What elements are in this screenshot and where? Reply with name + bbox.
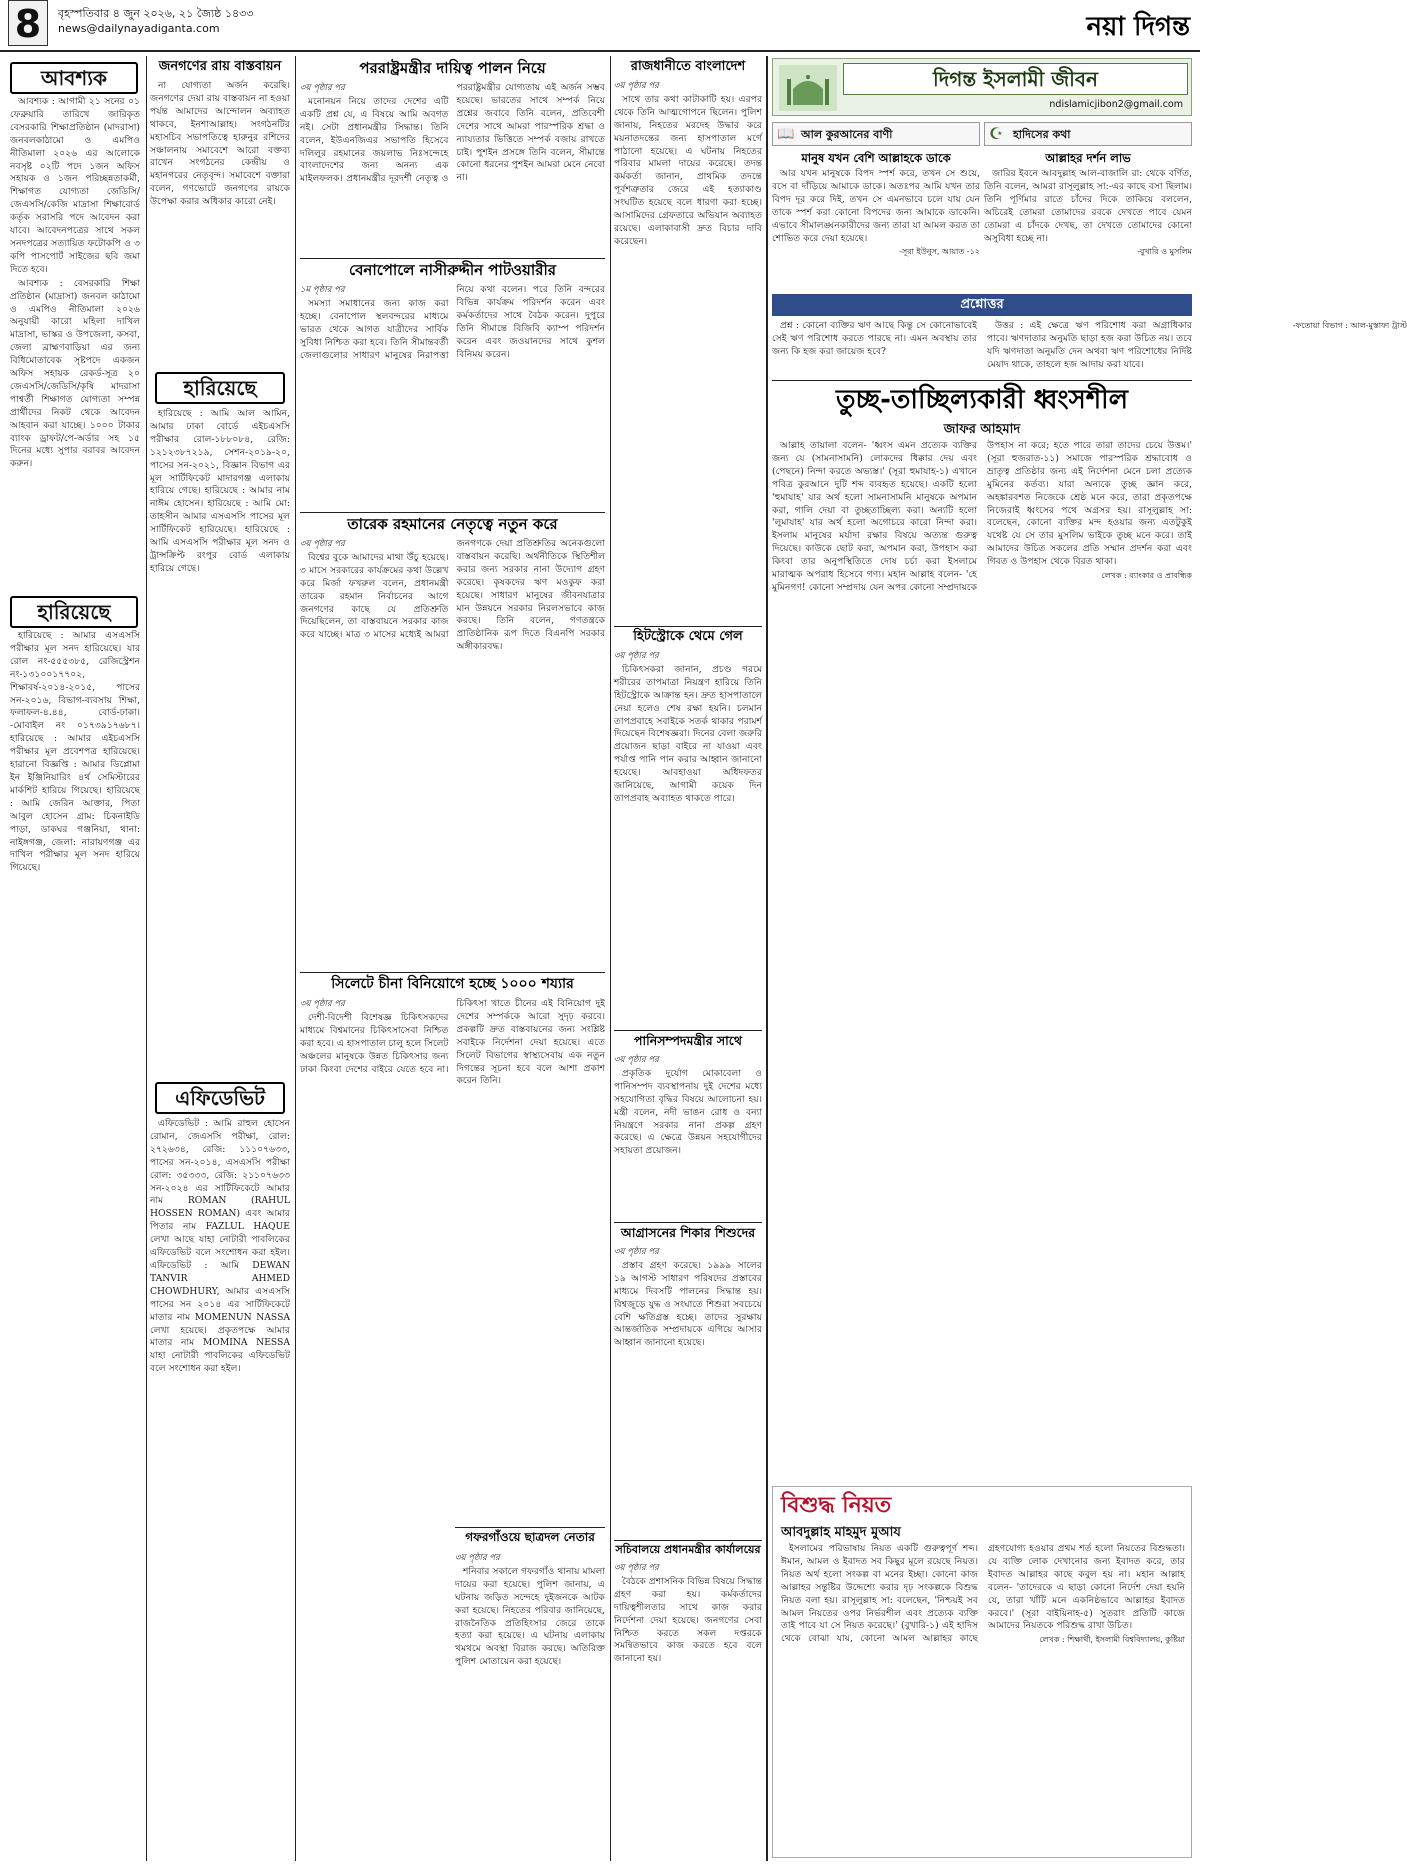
section-divider	[614, 1222, 762, 1223]
sylhet-text: ৩য় পৃষ্ঠার পর দেশী-বিদেশী বিশেষজ্ঞ চিকিৎসকদের মাধ্যমে বিশ্বমানের চিকিৎসাসেবা নিশ্চিত করা হবে। এ হাসপাতাল চালু হলে সিলেট অঞ্চলের মানুষকে উন্নত চিকিৎসার জন্য ঢাকা কিংবা দেশের বাইরে যেতে হবে না। চিকিৎসা খাতে চীনের এই বিনিয়োগ দুই দেশের সম্পর্ককে আরো সুদৃঢ় করবে। প্রকল্পটি দ্রুত বাস্তবায়নের জন্য সংশ্লিষ্ট সবাইকে নির্দেশনা দেয়া হয়েছে। এতে সিলেট বিভাগের স্বাস্থ্যসেবায় এক নতুন দিগন্তের সূচনা হবে বলে আশা প্রকাশ করেন তিনি।	[300, 998, 605, 1087]
pororashtro-headline: পররাষ্ট্রমন্ত্রীর দায়িত্ব পালন নিয়ে	[359, 59, 546, 77]
haryeche2-header: হারিয়েছে	[155, 372, 285, 404]
rajdhani-headline: রাজধানীতে বাংলাদেশ	[630, 59, 746, 74]
hadith-headline: আল্লাহর দর্শন লাভ	[1045, 151, 1131, 165]
rajdhani-text: ৩য় পৃষ্ঠার পর সাথে তার কথা কাটাকাটি হয়। এরপর থেকে তিনি আত্মগোপনে ছিলেন। পুলিশ জানায়, নিহতের মরদেহ উদ্ধার করে ময়নাতদন্তের জন্য হাসপাতাল মর্গে পাঠানো হয়েছে। এ ঘটনায় নিহতের পরিবার মামলা দায়ের করেছে। তদন্ত কর্মকর্তা জানান, প্রাথমিক তদন্তে পূর্বশত্রুতার জেরে এই হত্যাকাণ্ড সংঘটিত হয়েছে বলে ধারণা করা হচ্ছে। আসামিদের গ্রেফতারে অভিযান অব্যাহত রয়েছে। এলাকাবাসী দ্রুত বিচার দাবি করেছেন।	[614, 81, 762, 247]
page-header	[0, 0, 1200, 50]
haryeche2-text: হারিয়েছে : আমি আল আমিন, আমার ঢাকা বোর্ডে এইচএসসি পরীক্ষার রোল-১৮৮০৮৪, রেজি: ১২১২৩৮৭২১৯, সেশন-২০১৯-২০, পাসের সন-২০২১, বিজ্ঞান বিভাগ এর মূল সার্টিফিকেট মাদারগঞ্জ এলাকায় হারিয়ে গেছে। হারিয়েছে : আমার নাম নাঈম হোসেন। হারিয়েছে : আমি মো: তাহসীন আমার এসএসসি পাসের মূল সার্টিফিকেট হারিয়েছে। হারিয়েছে : আমি এসএসসি পরীক্ষার মূল সনদ ও ট্রান্সক্রিপ্ট রংপুর বোর্ড এলাকায় হারিয়ে গেছে।	[150, 408, 290, 574]
section-divider	[772, 380, 1192, 381]
affidavit-header: এফিডেভিট	[155, 1082, 285, 1114]
proshnottor-text: প্রশ্ন : কোনো ব্যক্তির ঋণ আছে কিন্তু সে কোনোভাবেই সেই ঋণ পরিশোধ করতে পারছে না। এমন অবস্থায় তার জন্য কি হজ করা জায়েজ হবে? উত্তর : এই ক্ষেত্রে ঋণ পরিশোধ করা অগ্রাধিকার পাবে। ঋণদাতার অনুমতি ছাড়া হজ করা উচিত নয়। তবে যদি ঋণদাতা অনুমতি দেন অথবা ঋণ পরিশোধের নির্দিষ্ট মেয়াদ থাকে, তাহলে হজ আদায় করা যাবে। -ফতোয়া বিভাগ : আল-মুস্তাফা ট্রাস্ট	[772, 320, 1407, 370]
tuchho-text: আল্লাহ তায়ালা বলেন- 'ধ্বংস এমন প্রত্যেক ব্যক্তির জন্য যে (সামনাসামনি) লোকদের ধিক্কার দেয় এবং (পেছনে) নিন্দা করতে অভ্যস্ত।' (সূরা হুমাযাহ-১) এখানে পবিত্র কুরআনে দুটি শব্দ ব্যবহৃত হয়েছে। একটি হলো 'হুমাযাহ' যার অর্থ হলো সামনাসামনি মানুষকে অপমান করা, গালি দেয়া বা তুচ্ছতাচ্ছিল্য করা। অন্যটি হলো 'লুমাযাহ' যার অর্থ হলো অগোচরে কারো নিন্দা করা। ইসলাম মানুষের মর্যাদা রক্ষার বিষয়ে অত্যন্ত গুরুত্ব দিয়েছে। কাউকে ছোট করা, অপমান করা, উপহাস করা কিংবা তার অনুপস্থিতিতে দোষ চর্চা করা ইসলামে মারাত্মক অপরাধ হিসেবে গণ্য। মহান আল্লাহ বলেন- 'হে মুমিনগণ! কোনো সম্প্রদায় যেন অপর কোনো সম্প্রদায়কে উপহাস না করে; হতে পারে তারা তাদের চেয়ে উত্তম।' (সূরা হুজরাত-১১) সমাজে পারস্পরিক শ্রদ্ধাবোধ ও ভ্রাতৃত্ব প্রতিষ্ঠার জন্য এই নির্দেশনা মেনে চলা প্রত্যেক মুমিনের কর্তব্য। যারা অন্যকে তুচ্ছ জ্ঞান করে, অহঙ্কারবশত নিজেকে শ্রেষ্ঠ মনে করে, তারা প্রকৃতপক্ষে নিজেরাই ধ্বংসের পথে অগ্রসর হয়। রাসূলুল্লাহ সা: বলেছেন, কোনো ব্যক্তির মন্দ হওয়ার জন্য এতটুকুই যথেষ্ট যে সে তার মুসলিম ভাইকে তুচ্ছ মনে করে। তাই আমাদের উচিত সকলের প্রতি সম্মান প্রদর্শন করা এবং গিবত ও উপহাস থেকে বিরত থাকা। লেখক : ব্যাংকার ও প্রাবন্ধিক	[772, 440, 1192, 593]
sylhet-headline: সিলেটে চীনা বিনিয়োগে হচ্ছে ১০০০ শয্যার	[331, 976, 574, 992]
hadith-text: জারির ইবনে আবদুল্লাহ আল-বাজালি রা: থেকে বর্ণিত, তিনি বলেন, আমরা রাসূলুল্লাহ সা:-এর কাছে বসা ছিলাম। তিনি পূর্ণিমার রাতে চাঁদের দিকে তাকিয়ে বললেন, অচিরেই তোমরা তোমাদের রবকে দেখতে পাবে যেমন তোমরা এ চাঁদকে দেখছ, তা দেখতে তোমাদের কোনো অসুবিধা হচ্ছে না। -বুখারি ও মুসলিম	[984, 168, 1192, 257]
quran-label: 📖 আল কুরআনের বাণী	[772, 122, 980, 146]
section-divider	[300, 258, 605, 259]
heatstroke-headline: হিটস্ট্রোকে থেমে গেল	[633, 629, 743, 644]
bishuddho-text: ইসলামের পরিভাষায় নিয়ত একটি গুরুত্বপূর্ণ শব্দ। ঈমান, আমল ও ইবাদত সব কিছুর মূলে রয়েছে নিয়ত। নিয়ত অর্থ হলো সংকল্প বা মনের ইচ্ছা। কোনো কাজ আল্লাহর সন্তুষ্টির উদ্দেশ্যে করার দৃঢ় সংকল্পকে বিশুদ্ধ নিয়ত বলা হয়। রাসূলুল্লাহ সা: বলেছেন, 'নিশ্চয়ই সব আমল নিয়তের ওপর নির্ভরশীল এবং প্রত্যেক ব্যক্তি তাই পাবে যা সে নিয়ত করেছে।' (বুখারি-১) এই হাদিস থেকে বোঝা যায়, কোনো আমল আল্লাহর কাছে গ্রহণযোগ্য হওয়ার প্রথম শর্ত হলো নিয়তের বিশুদ্ধতা। যে ব্যক্তি লোক দেখানোর জন্য ইবাদত করে, তার ইবাদত আল্লাহর কাছে কবুল হয় না। মহান আল্লাহ বলেন- 'তাদেরকে এ ছাড়া কোনো নির্দেশ দেয়া হয়নি যে, তারা খাঁটি মনে একনিষ্ঠভাবে আল্লাহর ইবাদত করবে।' (সূরা বাইয়িনাহ-৫) সুতরাং প্রতিটি কাজে আমাদের নিয়তকে পরিশুদ্ধ রাখা উচিত। লেখক : শিক্ষার্থী, ইসলামী বিশ্ববিদ্যালয়, কুষ্টিয়া	[781, 1543, 1185, 1645]
crescent-icon: ☪	[989, 124, 1004, 143]
heatstroke-text: ৩য় পৃষ্ঠার পর চিকিৎসকরা জানান, প্রচণ্ড গরমে শরীরের তাপমাত্রা নিয়ন্ত্রণ হারিয়ে তিনি হিটস্ট্রোকে আক্রান্ত হন। দ্রুত হাসপাতালে নেয়া হলেও শেষ রক্ষা হয়নি। চলমান তাপপ্রবাহে সবাইকে সতর্ক থাকার পরামর্শ দিয়েছেন বিশেষজ্ঞরা। দিনের বেলা জরুরি প্রয়োজন ছাড়া বাইরে না যাওয়া এবং পর্যাপ্ত পানি পান করার আহ্বান জানানো হয়েছে। আবহাওয়া অধিদফতর জানিয়েছে, আগামী কয়েক দিন তাপপ্রবাহ অব্যাহত থাকতে পারে।	[614, 651, 762, 804]
header-email: news@dailynayadiganta.com	[58, 22, 220, 35]
section-divider	[300, 512, 605, 513]
islam-banner	[772, 58, 1192, 116]
benapole-headline: বেনাপোলে নাসীরুদ্দীন পাটওয়ারীর	[348, 261, 557, 279]
page-number: 8	[8, 0, 48, 46]
header-divider	[0, 50, 1200, 52]
haryeche-header: হারিয়েছে	[10, 596, 138, 628]
proshnottor-bar	[772, 294, 1192, 316]
affidavit-text: এফিডেভিট : আমি রাহুল হোসেন রোমান, জেএসসি পরীক্ষা, রোল: ২৭২৬৩৪, রেজি: ১১১০৭৬৩৩, পাসের সন-২০১৪, এসএসসি পরীক্ষা রোল: ৩৫৩৩৩, রেজি: ২১১০৭৬৩৩ সন-২০২৪ এর সার্টিফিকেটে আমার নাম ROMAN (RAHUL HOSSEN ROMAN) এবং আমার পিতার নাম FAZLUL HAQUE লেখা আছে যাহা নোটারী পাবলিকের এফিডেভিট বলে সংশোধন করা হইল। এফিডেভিট : আমি DEWAN TANVIR AHMED CHOWDHURY, আমার এসএসসি পাসের সন ২০১৪ এর সার্টিফিকেটে মাতার নাম MOMENUN NASSA লেখা হয়েছে। প্রকৃতপক্ষে আমার মাতার নাম MOMINA NESSA যাহা নোটারী পাবলিকের এফিডেভিট বলে সংশোধন করা হইল।	[150, 1118, 290, 1375]
sochibaloy-headline: সচিবালয়ে প্রধানমন্ত্রীর কার্যালয়ের	[615, 1543, 761, 1556]
mosque-icon	[779, 65, 837, 111]
header-date: বৃহস্পতিবার ৪ জুন ২০২৬, ২১ জ্যৈষ্ঠ ১৪৩৩	[58, 7, 254, 20]
aboshyok-header: আবশ্যক	[10, 62, 138, 94]
agrason-headline: আগ্রাসনের শিকার শিশুদের	[620, 1225, 756, 1240]
agrason-text: ৩য় পৃষ্ঠার পর প্রস্তাব গ্রহণ করেছে। ১৯৯৯ সালের ১৯ আগস্ট সাধারণ পরিষদের প্রস্তাবের মাধ্যমে দিবসটি পালনের সিদ্ধান্ত হয়। বিশ্বজুড়ে যুদ্ধ ও সংঘাতে শিশুরা সবচেয়ে বেশি ক্ষতিগ্রস্ত হচ্ছে। তাদের সুরক্ষায় আন্তর্জাতিক সম্প্রদায়কে এগিয়ে আসার আহ্বান জানানো হয়েছে।	[614, 1247, 762, 1349]
column-divider	[766, 56, 768, 1861]
column-divider	[146, 56, 147, 1861]
newspaper-logo: নয়া দিগন্ত	[1086, 12, 1190, 42]
section-divider	[614, 1540, 762, 1541]
book-icon: 📖	[777, 126, 795, 142]
gafargaon-headline: গফরগাঁওয়ে ছাত্রদল নেতার	[465, 1530, 595, 1544]
section-divider	[614, 626, 762, 627]
tuchho-headline: তুচ্ছ-তাচ্ছিল্যকারী ধ্বংসশীল	[836, 385, 1128, 415]
tareq-headline: তারেক রহমানের নেতৃত্বে নতুন করে	[347, 515, 558, 533]
column-divider	[610, 56, 611, 1861]
pani-text: ৩য় পৃষ্ঠার পর প্রকৃতিক দুর্যোগ মোকাবেলা ও পানিসম্পদ ব্যবস্থাপনায় দুই দেশের মধ্যে সহযোগিতা বৃদ্ধির বিষয়ে আলোচনা হয়। মন্ত্রী বলেন, নদী ভাঙন রোধ ও বন্যা নিয়ন্ত্রণে সরকার নানা প্রকল্প গ্রহণ করেছে। এ ক্ষেত্রে উন্নয়ন সহযোগীদের সহায়তা প্রয়োজন।	[614, 1055, 762, 1157]
haryeche-text: হারিয়েছে : আমার এসএসসি পরীক্ষার মূল সনদ হারিয়েছে। যার রোল নং-৫৫৫৩৮৫, রেজিস্ট্রেশন নং-১৩১০০১৭৭০২, শিক্ষাবর্ষ-২০১৪-২০১৫, পাসের সন-২০১৬, বিভাগ-ব্যবসায় শিক্ষা, ফলাফল-৪.৪৪, বোর্ড-ঢাকা। -মোবাইল নং ০১৭৩৯১৭৬৮৭। হারিয়েছে : আমার এইচএসসি পরীক্ষার মূল প্রবেশপত্র হারিয়েছে। হারানো বিজ্ঞপ্তি : আমার ডিপ্লোমা ইন ইঞ্জিনিয়ারিং ৪র্থ সেমিস্টারের মার্কশিট হারিয়ে গিয়েছে। হারিয়েছে : আমি জেরিন আক্তার, পিতা আবুল হোসেন গ্রাম: চিকনাইডি পাড়া, ডাকঘর গঞ্জনিয়া, থানা: নাইঙ্গগঞ্জ, জেলা: নারায়ণগঞ্জ এর দাখিল পরীক্ষার মূল সনদ হারিয়ে গিয়েছে।	[10, 630, 140, 874]
gafargaon-text: ৩য় পৃষ্ঠার পর শনিবার সকালে গফরগাঁও থানায় মামলা দায়ের করা হয়েছে। পুলিশ জানায়, এ ঘটনায় জড়িত সন্দেহে দুইজনকে আটক করা হয়েছে। নিহতের পরিবার জানিয়েছে, রাজনৈতিক প্রতিহিংসার জেরে তাকে হত্যা করা হয়েছে। এ ঘটনায় এলাকায় থমথমে অবস্থা বিরাজ করছে। অতিরিক্ত পুলিশ মোতায়েন করা হয়েছে।	[455, 1553, 605, 1668]
section-divider	[300, 972, 605, 973]
aboshyok-text: আবশ্যক : আগামী ২১ সনের ০১ ফেব্রুয়ারি তারিখে জারিকৃত বেসরকারি শিক্ষাপ্রতিষ্ঠান (মাদরাসা) জনবলকাঠামো ও এমপিও নীতিমালা ২০২৬ এর আলোকে নবসৃষ্ট ০২টি পদে ১জন অফিস সহায়ক ও ১জন পরিচ্ছন্নতাকর্মী, শিক্ষাগত যোগ্যতা জেডিসি/জেএসসি/কেজি মাদ্রাসা শিক্ষাবোর্ড কর্তৃক সরাসরি পদে আবেদন করা যাবে। আবেদনপত্রের সাথে সকল সনদপত্রের সত্যায়িত ফটোকপি ও ৩ কপি পাসপোর্ট সাইজের ছবি জমা দিতে হবে। আবশ্যক : বেসরকারি শিক্ষা প্রতিষ্ঠান (মাদ্রাসা) জনবল কাঠামো ও এমপিও নীতিমালা ২০২৬ অনুযায়ী কারো মহিলা দাখিল মাদ্রাসা, ভাস্কর ও উপজেলা, কসবা, জেলা ব্রাহ্মণবাড়িয়া এর জন্য বিধিমোতাবেক সৃষ্টপদে একজন অফিস সহায়ক রেকর্ড-সূত্র ২০ জেএসসি/জেডিসি/কৃষি মাদরাসা পাশ্বর্তী শিক্ষাগত যোগ্যতা সম্পন্ন প্রার্থীদের নিকট থেকে আবেদন আহবান করা যাচ্ছে। ১০০০ টাকার ব্যাংক ড্রাফট/পে-অর্ডার সহ ১৫ দিনের মধ্যে সুপার বরাবর আবেদন করুন।	[10, 96, 140, 470]
column-divider	[295, 56, 296, 1861]
quran-text: আর যখন মানুষকে বিপদ স্পর্শ করে, তখন সে শুয়ে, বসে বা দাঁড়িয়ে আমাকে ডাকে। অতঃপর আমি যখন তার বিপদ দূর করে দিই, তখন সে এমনভাবে চলে যায় যেন তাকে স্পর্শ করা কোনো বিপদের জন্য আমাকে ডাকেনি। এভাবে সীমালঙ্ঘনকারীদের জন্য তারা যা আমল করত তা শোভিত করে দেয়া হয়েছে। -সূরা ইউনুস, আয়াত -১২	[772, 168, 980, 257]
bishuddho-headline: বিশুদ্ধ নিয়ত	[781, 1493, 892, 1518]
bishuddho-author: আবদুল্লাহ মাহমুদ মুআয	[781, 1525, 901, 1540]
section-divider	[455, 1527, 605, 1528]
bishuddho-box	[772, 1486, 1192, 1858]
section-divider	[614, 1030, 762, 1031]
benapole-text: ১ম পৃষ্ঠার পর সমস্যা সমাধানের জন্য কাজ করা হচ্ছে। বেনাপোল স্থলবন্দরের মাধ্যমে ভারত থেকে আগত যাত্রীদের সার্বিক সুবিধা নিশ্চিত করা হবে। তিনি সীমান্তবর্তী জেলাগুলোর সাধারণ মানুষের নিরাপত্তা নিয়ে কথা বলেন। পরে তিনি বন্দরের বিভিন্ন কার্যক্রম পরিদর্শন করেন এবং কর্মকর্তাদের সাথে বৈঠক করেন। দুপুরে তিনি সীমান্তে বিজিবি ক্যাম্প পরিদর্শন করেন এবং জওয়ানদের সাথে কুশল বিনিময় করেন।	[300, 284, 605, 361]
tareq-text: ৩য় পৃষ্ঠার পর বিশ্বের বুকে আমাদের মাথা উঁচু হয়েছে। ৩ মাসে সরকারের কার্যক্রমের কথা উল্লেখ করে মির্জা ফখরুল বলেন, প্রধানমন্ত্রী তারেক রহমান নির্বাচনের আগে জনগণের কাছে যে প্রতিশ্রুতি দিয়েছিলেন, তা বাস্তবায়নে সরকার কাজ করে যাচ্ছে। মাত্র ৩ মাসের মধ্যেই আমরা জনগণকে দেয়া প্রতিশ্রুতির অনেকগুলো বাস্তবায়ন করেছি। অর্থনীতিকে স্থিতিশীল করার জন্য সরকার নানা উদ্যোগ গ্রহণ করেছে। কৃষকদের ঋণ মওকুফ করা হয়েছে। সাধারণ মানুষের জীবনযাত্রার মান উন্নয়নে সরকার নিরলসভাবে কাজ করছে। তিনি বলেন, গণতন্ত্রকে প্রাতিষ্ঠানিক রূপ দিতে বিএনপি সরকার অঙ্গীকারবদ্ধ।	[300, 538, 605, 653]
quran-headline: মানুষ যখন বেশি আল্লাহকে ডাকে	[801, 151, 951, 165]
pororashtro-text: ৩য় পৃষ্ঠার পর মনোনয়ন নিয়ে তাদের দেশের এটি একটি প্রশ্ন যে, এ বিষয়ে আমি অবগত নই। সেটা প্রধানমন্ত্রীর সিদ্ধান্ত। তিনি বলেন, ইউএনজিএর সভাপতি হিসেবে দলিলুর রহমানের জয়লাভ নিঃসন্দেহে বাংলাদেশের জন্য অনন্য এক মাইলফলক। প্রধানমন্ত্রীর দূরদর্শী নেতৃত্ব ও পররাষ্ট্রমন্ত্রীর যোগ্যতায় এই অর্জন সম্ভব হয়েছে। ভারতের সাথে সম্পর্ক নিয়ে প্রশ্নের জবাবে তিনি বলেন, প্রতিবেশী দেশের সাথে আমরা পারস্পরিক শ্রদ্ধা ও ন্যায্যতার ভিত্তিতে সম্পর্ক বজায় রাখতে চাই। পুশইন প্রসঙ্গে তিনি বলেন, সীমান্তে কোনো ধরনের পুশইন আমরা মেনে নেবো না।	[300, 82, 605, 185]
jonogoner-text: না যোগ্যতা অর্জন করেছি। জনগণের দেয়া রায় বাস্তবায়ন না হওয়া পর্যন্ত আমাদের আন্দোলন অব্যাহত থাকবে, ইনশাআল্লাহ। সংগঠনটির মহাসচিব সভাপতিত্বে হারুনুর রশিদের সঞ্চালনায় সমাবেশে আরো বক্তব্য রাখেন সংগঠনের কেন্দ্রীয় ও মহানগরের নেতৃবৃন্দ। সমাবেশে বক্তারা বলেন, গণভোটে জনগণের রায়কে উপেক্ষা করার অধিকার কারো নেই।	[150, 80, 290, 208]
tuchho-author: জাফর আহমাদ	[943, 422, 1021, 437]
pani-headline: পানিসম্পদমন্ত্রীর সাথে	[634, 1033, 742, 1048]
sochibaloy-text: ৩য় পৃষ্ঠার পর বৈঠকে প্রশাসনিক বিভিন্ন বিষয়ে সিদ্ধান্ত গ্রহণ করা হয়। কর্মকর্তাদের দায়িত্বশীলতার সাথে কাজ করার নির্দেশনা দেয়া হয়েছে। জনগণের সেবা নিশ্চিত করতে সকল দপ্তরকে সমন্বিতভাবে কাজ করতে হবে বলে জানানো হয়।	[614, 1563, 762, 1665]
islam-email: ndislamicjibon2@gmail.com	[1049, 99, 1183, 110]
jonogoner-headline: জনগণের রায় বাস্তবায়ন	[158, 59, 282, 74]
hadith-label: ☪ হাদিসের কথা	[984, 122, 1192, 146]
proshnottor-title: প্রশ্নোত্তর	[960, 297, 1004, 312]
islam-banner-title: দিগন্ত ইসলামী জীবন	[843, 63, 1188, 95]
